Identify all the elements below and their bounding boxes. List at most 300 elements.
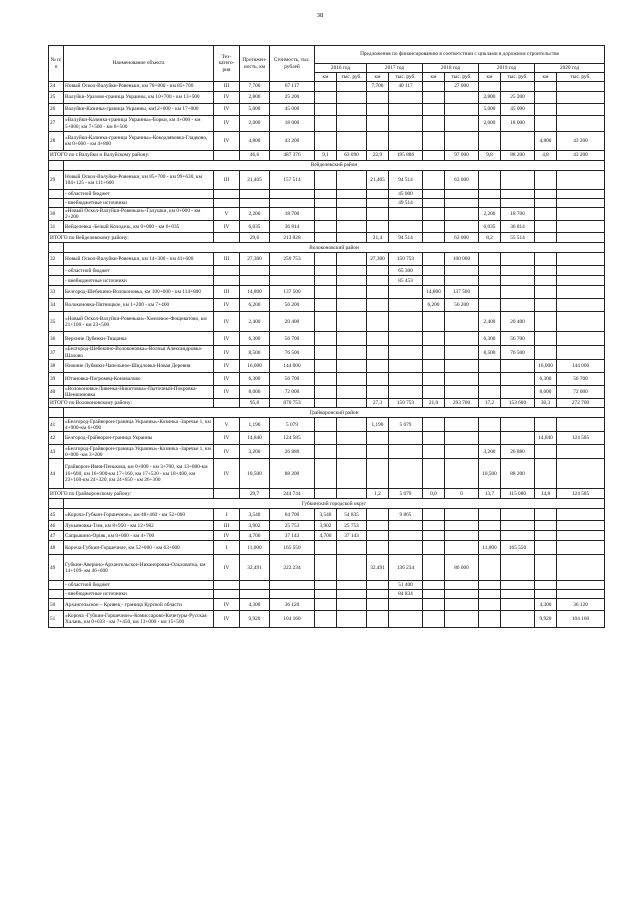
year-km-cell: 9,1 <box>315 151 337 161</box>
row-number-cell <box>49 276 64 286</box>
year-km-cell <box>479 521 501 531</box>
category-cell: IV <box>214 531 240 541</box>
header-category: Тех- катего- рия <box>214 46 240 82</box>
year-km-cell <box>423 190 445 199</box>
year-km-cell <box>423 521 445 531</box>
year-rub-cell <box>337 92 367 104</box>
cost-cell <box>270 276 315 286</box>
year-km-cell <box>423 116 445 132</box>
year-rub-cell <box>557 171 605 190</box>
year-km-cell <box>315 599 337 611</box>
year-rub-cell <box>557 346 605 359</box>
year-km-cell <box>315 312 337 332</box>
year-km-cell <box>535 190 557 199</box>
year-rub-cell <box>337 266 367 276</box>
header-rub: тыс. руб. <box>445 73 479 82</box>
year-rub-cell <box>557 199 605 208</box>
length-cell: 7,700 <box>240 82 270 92</box>
year-km-cell <box>423 590 445 599</box>
year-rub-cell: 124 585 <box>557 432 605 445</box>
year-km-cell <box>367 599 389 611</box>
year-rub-cell <box>337 253 367 266</box>
year-km-cell <box>479 590 501 599</box>
year-km-cell <box>315 190 337 199</box>
year-km-cell <box>535 445 557 459</box>
length-cell: 14,800 <box>240 286 270 299</box>
object-name-cell: Верхние Лубянки-Тищанка <box>64 332 214 346</box>
year-km-cell: 2,400 <box>479 312 501 332</box>
year-rub-cell <box>557 445 605 459</box>
year-rub-cell: 43 200 <box>557 132 605 151</box>
year-rub-cell <box>389 332 423 346</box>
year-km-cell <box>315 221 337 233</box>
year-rub-cell: 153 600 <box>501 399 535 408</box>
year-rub-cell <box>445 385 479 398</box>
year-km-cell: 8,2 <box>479 233 501 243</box>
row-number-cell: 25 <box>49 92 64 104</box>
year-rub-cell: 25 753 <box>337 521 367 531</box>
year-rub-cell: 100 000 <box>445 253 479 266</box>
object-name-cell: «Короча-Губкин-Горшечное», км 48+460 - км 52+000 <box>64 509 214 521</box>
row-number-cell <box>49 161 64 171</box>
year-km-cell <box>315 299 337 312</box>
year-km-cell <box>423 199 445 208</box>
cost-cell: 64 700 <box>270 509 315 521</box>
year-km-cell <box>479 385 501 398</box>
year-km-cell: 4,800 <box>535 132 557 151</box>
year-km-cell <box>479 171 501 190</box>
category-cell: IV <box>214 221 240 233</box>
year-rub-cell: 94 514 <box>389 233 423 243</box>
row-number-cell <box>49 581 64 590</box>
table-row <box>49 541 605 555</box>
year-km-cell <box>479 372 501 385</box>
year-rub-cell: 43 200 <box>557 151 605 161</box>
year-km-cell <box>535 531 557 541</box>
year-km-cell <box>367 590 389 599</box>
row-number-cell: 51 <box>49 611 64 628</box>
cost-cell: 72 000 <box>270 385 315 398</box>
year-km-cell <box>315 92 337 104</box>
total-label: ИТОГО по Волоконовскому району: <box>49 399 214 408</box>
category-cell <box>214 276 240 286</box>
year-km-cell <box>315 332 337 346</box>
length-cell: 6,300 <box>240 372 270 385</box>
row-number-cell: 24 <box>49 82 64 92</box>
year-km-cell: 3,200 <box>479 445 501 459</box>
row-number-cell: 41 <box>49 418 64 432</box>
year-rub-cell: 86 000 <box>445 555 479 581</box>
length-cell: 10,500 <box>240 459 270 489</box>
year-rub-cell <box>557 312 605 332</box>
cost-cell: 244 744 <box>270 489 315 499</box>
cost-cell <box>270 590 315 599</box>
year-rub-cell <box>501 199 535 208</box>
year-rub-cell <box>501 286 535 299</box>
year-rub-cell: 76 500 <box>501 346 535 359</box>
year-rub-cell <box>501 599 535 611</box>
year-rub-cell <box>389 346 423 359</box>
table-row <box>49 432 605 445</box>
object-name-cell: «Новый Оскол-Валуйки-Ровеньки»-Галушки, км 0+000 - км 2+200 <box>64 208 214 221</box>
year-rub-cell: 9 865 <box>389 509 423 521</box>
year-rub-cell: 72 000 <box>557 385 605 398</box>
year-km-cell <box>535 253 557 266</box>
year-rub-cell <box>501 418 535 432</box>
table-row <box>49 132 605 151</box>
category-cell: IV <box>214 611 240 628</box>
cost-cell: 25 753 <box>270 521 315 531</box>
length-cell: 29,7 <box>240 489 270 499</box>
row-number-cell <box>49 499 64 509</box>
object-name-cell: Грайворон-Ивня-Пенькова, км 0+000 - км 3+700, км 13+800-км 16+600, км 16+900-км 17+160, км 17+530 - км 18+400, км 23+100-км 24+320, км 24+650 - км 26+300 <box>64 459 214 489</box>
year-km-cell <box>423 171 445 190</box>
length-cell: 29,6 <box>240 233 270 243</box>
year-km-cell <box>315 253 337 266</box>
category-cell: IV <box>214 104 240 116</box>
year-km-cell <box>315 611 337 628</box>
year-rub-cell <box>389 432 423 445</box>
year-rub-cell <box>557 286 605 299</box>
total-row <box>49 151 605 161</box>
table-row <box>49 116 605 132</box>
year-km-cell: 27,3 <box>367 399 389 408</box>
row-number-cell: 48 <box>49 541 64 555</box>
year-km-cell <box>535 509 557 521</box>
year-rub-cell <box>501 531 535 541</box>
row-number-cell: 46 <box>49 521 64 531</box>
year-rub-cell <box>389 541 423 555</box>
year-km-cell <box>315 418 337 432</box>
section-row <box>49 243 605 253</box>
year-rub-cell <box>337 208 367 221</box>
year-rub-cell <box>337 82 367 92</box>
object-name-cell: Белгород-Шебекино-Волоконовка, км 100+000 - км 114+800 <box>64 286 214 299</box>
year-km-cell: 4,700 <box>315 531 337 541</box>
year-rub-cell <box>557 509 605 521</box>
row-number-cell <box>49 243 64 253</box>
length-cell: 46,6 <box>240 151 270 161</box>
category-cell: IV <box>214 359 240 372</box>
year-rub-cell <box>445 92 479 104</box>
table-row <box>49 531 605 541</box>
length-cell: 3,200 <box>240 445 270 459</box>
year-km-cell <box>535 208 557 221</box>
year-km-cell <box>535 312 557 332</box>
year-rub-cell: 55 514 <box>501 233 535 243</box>
cost-cell: 56 200 <box>270 299 315 312</box>
year-km-cell <box>535 199 557 208</box>
year-rub-cell <box>557 541 605 555</box>
row-number-cell <box>49 266 64 276</box>
year-km-cell: 10,500 <box>479 459 501 489</box>
length-cell <box>240 581 270 590</box>
table-row <box>49 581 605 590</box>
section-title: Вейделевский район <box>64 161 605 171</box>
header-km: км <box>423 73 445 82</box>
row-number-cell: 49 <box>49 555 64 581</box>
category-cell: III <box>214 521 240 531</box>
year-rub-cell <box>389 372 423 385</box>
year-km-cell <box>367 359 389 372</box>
year-km-cell <box>479 299 501 312</box>
year-rub-cell: 45 000 <box>501 104 535 116</box>
year-km-cell <box>535 221 557 233</box>
total-row <box>49 233 605 243</box>
funding-source-name: - областной бюджет <box>64 581 214 590</box>
category-cell: IV <box>214 92 240 104</box>
table-row <box>49 459 605 489</box>
year-km-cell <box>479 253 501 266</box>
year-km-cell <box>423 581 445 590</box>
category-cell: IV <box>214 346 240 359</box>
year-rub-cell <box>337 599 367 611</box>
year-km-cell: 16,000 <box>535 359 557 372</box>
year-km-cell: 4,8 <box>535 151 557 161</box>
year-rub-cell <box>445 372 479 385</box>
year-km-cell <box>367 509 389 521</box>
year-km-cell <box>423 208 445 221</box>
cost-cell: 137 500 <box>270 286 315 299</box>
section-title: Волоконовский район <box>64 243 605 253</box>
year-rub-cell <box>445 332 479 346</box>
year-rub-cell: 36 120 <box>557 599 605 611</box>
header-financing: Предложения по финансированию в соответствии с циклами в дорожном строительстве <box>315 46 605 64</box>
header-rub: тыс. руб. <box>501 73 535 82</box>
year-rub-cell: 85 453 <box>389 276 423 286</box>
year-km-cell <box>535 233 557 243</box>
cost-cell: 25 200 <box>270 92 315 104</box>
length-cell: 6,035 <box>240 221 270 233</box>
header-year-2017: 2017 год <box>367 64 423 73</box>
year-km-cell <box>367 199 389 208</box>
table-row <box>49 385 605 398</box>
year-rub-cell: 65 300 <box>389 266 423 276</box>
table-row <box>49 445 605 459</box>
year-km-cell <box>479 359 501 372</box>
object-name-cell: Лукьяновка-Тим, км 8+950 - км 12+982 <box>64 521 214 531</box>
year-km-cell <box>367 385 389 398</box>
header-km: км <box>315 73 337 82</box>
year-km-cell <box>315 199 337 208</box>
object-name-cell: Волоконовка-Пятницкое, км 1+200 - км 7+400 <box>64 299 214 312</box>
year-km-cell <box>479 276 501 286</box>
year-km-cell <box>535 299 557 312</box>
year-km-cell <box>367 541 389 555</box>
table-body <box>49 82 605 628</box>
year-km-cell <box>535 418 557 432</box>
year-km-cell <box>367 266 389 276</box>
year-rub-cell <box>445 521 479 531</box>
year-rub-cell: 45 000 <box>389 190 423 199</box>
year-rub-cell <box>501 171 535 190</box>
year-rub-cell: 63 000 <box>445 171 479 190</box>
year-km-cell: 5,000 <box>479 104 501 116</box>
year-km-cell <box>423 92 445 104</box>
year-km-cell <box>423 266 445 276</box>
cost-cell: 67 117 <box>270 82 315 92</box>
year-km-cell <box>535 82 557 92</box>
year-rub-cell <box>445 346 479 359</box>
table-row <box>49 171 605 190</box>
year-rub-cell <box>337 221 367 233</box>
object-name-cell: «Белгород-Шебекино-Волоконовка»-Волчья Александровка-Шахово <box>64 346 214 359</box>
cost-cell: 56 700 <box>270 372 315 385</box>
year-km-cell: 1,190 <box>367 418 389 432</box>
year-rub-cell <box>557 555 605 581</box>
year-rub-cell <box>337 346 367 359</box>
year-rub-cell <box>557 253 605 266</box>
cost-cell: 37 143 <box>270 531 315 541</box>
table-row <box>49 418 605 432</box>
table-row <box>49 253 605 266</box>
header-num: № п/п <box>49 46 64 82</box>
year-rub-cell <box>557 581 605 590</box>
year-km-cell <box>423 332 445 346</box>
year-km-cell: 4,300 <box>535 599 557 611</box>
year-rub-cell: 104 160 <box>557 611 605 628</box>
year-rub-cell: 56 700 <box>557 372 605 385</box>
object-name-cell: Губкин-Аверино-Архангельское-Никаноровка-Ольховатка, км 14+109- км 46+600 <box>64 555 214 581</box>
year-km-cell: 2,000 <box>479 116 501 132</box>
year-rub-cell <box>389 359 423 372</box>
funding-source-name: - внебюджетные источники <box>64 590 214 599</box>
year-rub-cell <box>445 459 479 489</box>
year-km-cell <box>367 372 389 385</box>
year-rub-cell: 115 080 <box>501 489 535 499</box>
year-rub-cell <box>501 509 535 521</box>
year-rub-cell <box>557 208 605 221</box>
table-row <box>49 555 605 581</box>
length-cell: 27,300 <box>240 253 270 266</box>
header-year-2020: 2020 год <box>535 64 605 73</box>
year-km-cell <box>315 541 337 555</box>
year-rub-cell: 37 143 <box>337 531 367 541</box>
section-row <box>49 408 605 418</box>
table-row <box>49 590 605 599</box>
year-rub-cell <box>389 132 423 151</box>
row-number-cell: 31 <box>49 221 64 233</box>
year-rub-cell <box>337 171 367 190</box>
year-rub-cell: 165 550 <box>501 541 535 555</box>
category-cell: III <box>214 286 240 299</box>
header-year-2019: 2019 год <box>479 64 535 73</box>
year-rub-cell: 88 200 <box>501 151 535 161</box>
year-km-cell <box>423 418 445 432</box>
year-rub-cell: 195 886 <box>389 151 423 161</box>
year-rub-cell <box>445 266 479 276</box>
year-km-cell <box>367 92 389 104</box>
year-km-cell <box>423 151 445 161</box>
object-name-cell: Архангельское – Кривец - граница Курской области <box>64 599 214 611</box>
year-km-cell <box>315 266 337 276</box>
length-cell: 8,000 <box>240 385 270 398</box>
funding-source-name: - внебюджетные источники <box>64 199 214 208</box>
table-row <box>49 372 605 385</box>
cost-cell: 18 700 <box>270 208 315 221</box>
year-rub-cell <box>337 590 367 599</box>
cost-cell: 56 700 <box>270 332 315 346</box>
row-number-cell: 34 <box>49 299 64 312</box>
category-cell: IV <box>214 555 240 581</box>
category-cell <box>214 590 240 599</box>
year-km-cell <box>315 581 337 590</box>
year-rub-cell <box>445 509 479 521</box>
row-number-cell: 28 <box>49 132 64 151</box>
object-name-cell: Новый Оскол-Валуйки-Ровеньки, км 78+000 - км 85+700 <box>64 82 214 92</box>
year-km-cell: 8,500 <box>479 346 501 359</box>
year-km-cell <box>367 116 389 132</box>
year-rub-cell <box>337 432 367 445</box>
year-rub-cell <box>337 418 367 432</box>
row-number-cell: 40 <box>49 385 64 398</box>
year-rub-cell: 136 234 <box>389 555 423 581</box>
year-rub-cell: 40 117 <box>389 82 423 92</box>
year-km-cell: 6,200 <box>423 299 445 312</box>
table-row <box>49 208 605 221</box>
year-km-cell: 21,405 <box>367 171 389 190</box>
year-km-cell <box>423 459 445 489</box>
cost-cell: 36 120 <box>270 599 315 611</box>
year-km-cell <box>479 82 501 92</box>
row-number-cell: 33 <box>49 286 64 299</box>
year-rub-cell <box>337 190 367 199</box>
length-cell: 3,540 <box>240 509 270 521</box>
year-km-cell <box>423 541 445 555</box>
object-name-cell: Новый Оскол-Валуйки-Ровеньки, км 14+300 - км 41+600 <box>64 253 214 266</box>
length-cell: 2,800 <box>240 92 270 104</box>
year-km-cell <box>423 276 445 286</box>
year-rub-cell <box>337 372 367 385</box>
year-rub-cell <box>501 276 535 286</box>
year-rub-cell: 54 835 <box>337 509 367 521</box>
year-rub-cell <box>501 555 535 581</box>
cost-cell: 36 814 <box>270 221 315 233</box>
header-rub: тыс. руб. <box>557 73 605 82</box>
year-km-cell: 1,2 <box>367 489 389 499</box>
category-cell: I <box>214 541 240 555</box>
cost-cell: 213 028 <box>270 233 315 243</box>
year-rub-cell <box>557 531 605 541</box>
year-km-cell <box>423 509 445 521</box>
category-cell: V <box>214 418 240 432</box>
object-name-cell: Вейделевка -Белый Колодезь, км 0+000 - км 6+035 <box>64 221 214 233</box>
length-cell: 9,920 <box>240 611 270 628</box>
year-rub-cell <box>445 312 479 332</box>
cost-cell: 487 376 <box>270 151 315 161</box>
total-label: ИТОГО по Вейделевскому району: <box>49 233 214 243</box>
year-km-cell <box>423 82 445 92</box>
year-km-cell: 32,491 <box>367 555 389 581</box>
year-rub-cell: 84 834 <box>389 590 423 599</box>
year-rub-cell <box>337 116 367 132</box>
year-km-cell <box>315 590 337 599</box>
year-km-cell: 27,300 <box>367 253 389 266</box>
year-rub-cell <box>557 332 605 346</box>
year-km-cell <box>535 276 557 286</box>
year-km-cell <box>535 590 557 599</box>
year-km-cell <box>423 221 445 233</box>
year-rub-cell: 150 753 <box>389 253 423 266</box>
year-rub-cell <box>501 299 535 312</box>
year-rub-cell <box>337 445 367 459</box>
year-rub-cell <box>557 418 605 432</box>
year-km-cell <box>315 445 337 459</box>
length-cell: 1,190 <box>240 418 270 432</box>
year-km-cell <box>423 104 445 116</box>
year-km-cell <box>423 253 445 266</box>
object-name-cell: Ютановка-Погромец-Коновалово <box>64 372 214 385</box>
